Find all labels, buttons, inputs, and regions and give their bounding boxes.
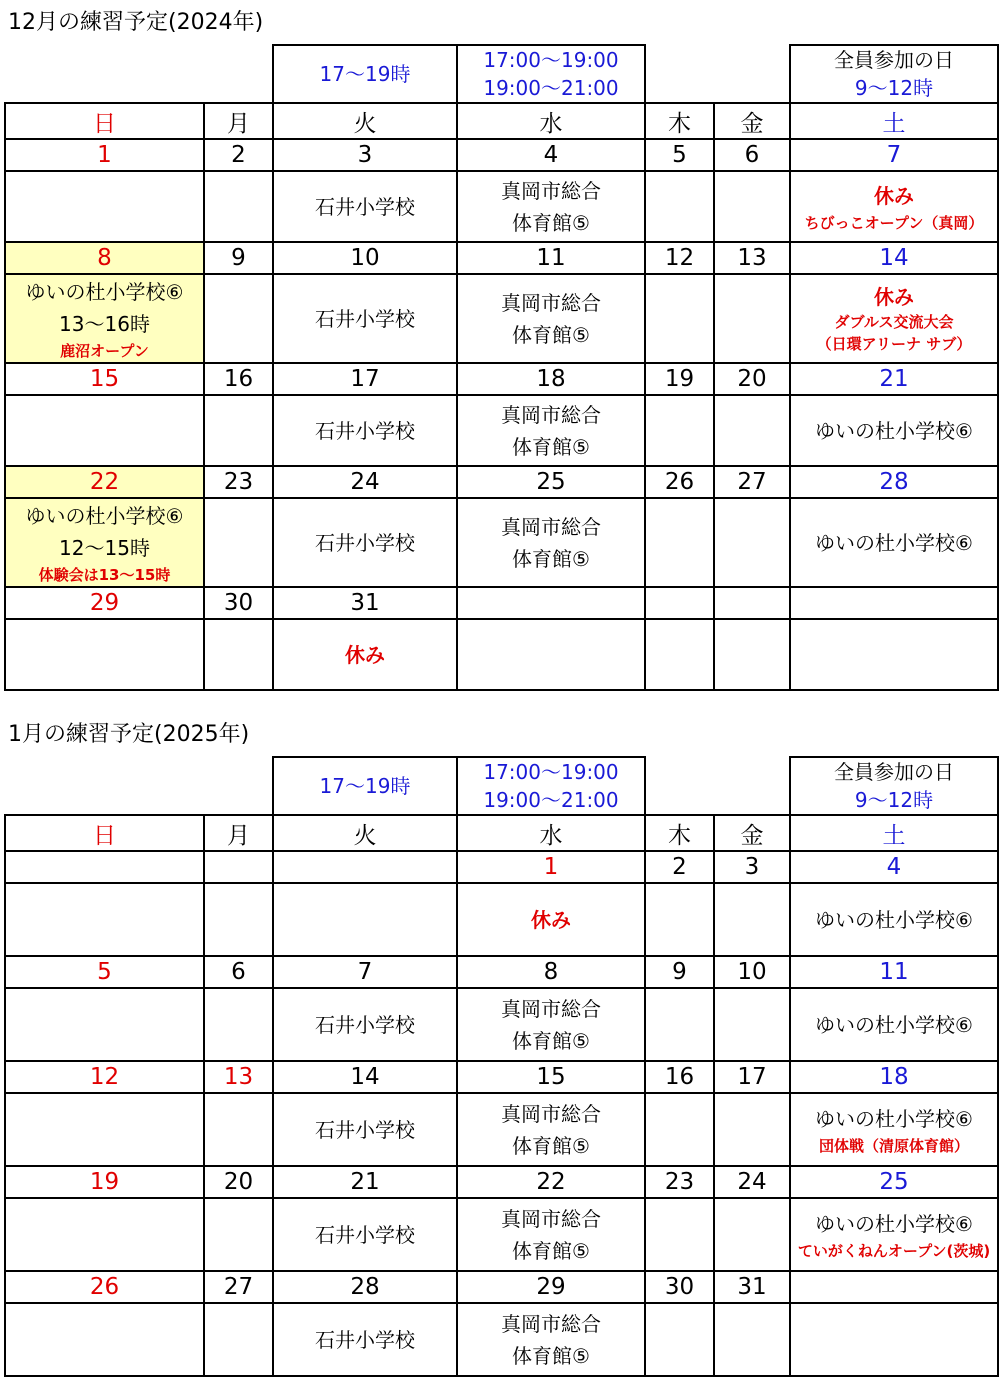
january-title: 1月の練習予定(2025年) bbox=[8, 722, 250, 747]
date-row: 8 9 10 11 12 13 14 bbox=[5, 242, 998, 274]
schedule-row: ゆいの杜小学校⑥ 12～15時 体験会は13～15時 石井小学校 真岡市総合 体育館⑤ ゆいの杜小学校⑥ bbox=[5, 498, 998, 587]
date-row: 26 27 28 29 30 31 bbox=[5, 1271, 998, 1303]
tue-time-header: 17～19時 bbox=[273, 757, 457, 815]
date-row: 1 2 3 4 bbox=[5, 851, 998, 883]
sat-time-header: 全員参加の日 9～12時 bbox=[790, 757, 998, 815]
january-calendar bbox=[4, 756, 999, 1377]
sat-time-header: 全員参加の日 9～12時 bbox=[790, 45, 998, 103]
schedule-row: 石井小学校 真岡市総合 体育館⑤ 休み ちびっこオープン（真岡） bbox=[5, 171, 998, 242]
schedule-row: ゆいの杜小学校⑥ 13～16時 鹿沼オープン 石井小学校 真岡市総合 体育館⑤ 休み ダブルス交流大会 （日環アリーナ サブ） bbox=[5, 274, 998, 363]
wed-time-header: 17:00～19:00 19:00～21:00 bbox=[457, 757, 645, 815]
weekday-header-row: 日 月 火 水 木 金 土 bbox=[5, 103, 998, 139]
schedule-row: 石井小学校 真岡市総合 体育館⑤ bbox=[5, 1303, 998, 1376]
schedule-row: 石井小学校 真岡市総合 体育館⑤ ゆいの杜小学校⑥ 団体戦（清原体育館） bbox=[5, 1093, 998, 1166]
date-row: 12 13 14 15 16 17 18 bbox=[5, 1061, 998, 1093]
tue-time-header: 17～19時 bbox=[273, 45, 457, 103]
december-calendar bbox=[4, 44, 999, 691]
date-row: 29 30 31 bbox=[5, 587, 998, 619]
wed-time-header: 17:00～19:00 19:00～21:00 bbox=[457, 45, 645, 103]
december-title: 12月の練習予定(2024年) bbox=[8, 10, 264, 35]
schedule-row: 休み bbox=[5, 619, 998, 690]
date-row: 5 6 7 8 9 10 11 bbox=[5, 956, 998, 988]
date-row: 19 20 21 22 23 24 25 bbox=[5, 1166, 998, 1198]
schedule-row: 石井小学校 真岡市総合 体育館⑤ ゆいの杜小学校⑥ bbox=[5, 395, 998, 466]
date-row: 15 16 17 18 19 20 21 bbox=[5, 363, 998, 395]
weekday-header-row: 日 月 火 水 木 金 土 bbox=[5, 815, 998, 851]
schedule-row: 石井小学校 真岡市総合 体育館⑤ ゆいの杜小学校⑥ ていがくねんオープン(茨城) bbox=[5, 1198, 998, 1271]
date-row: 22 23 24 25 26 27 28 bbox=[5, 466, 998, 498]
schedule-row: 石井小学校 真岡市総合 体育館⑤ ゆいの杜小学校⑥ bbox=[5, 988, 998, 1061]
schedule-row: 休み ゆいの杜小学校⑥ bbox=[5, 883, 998, 956]
date-row: 1 2 3 4 5 6 7 bbox=[5, 139, 998, 171]
